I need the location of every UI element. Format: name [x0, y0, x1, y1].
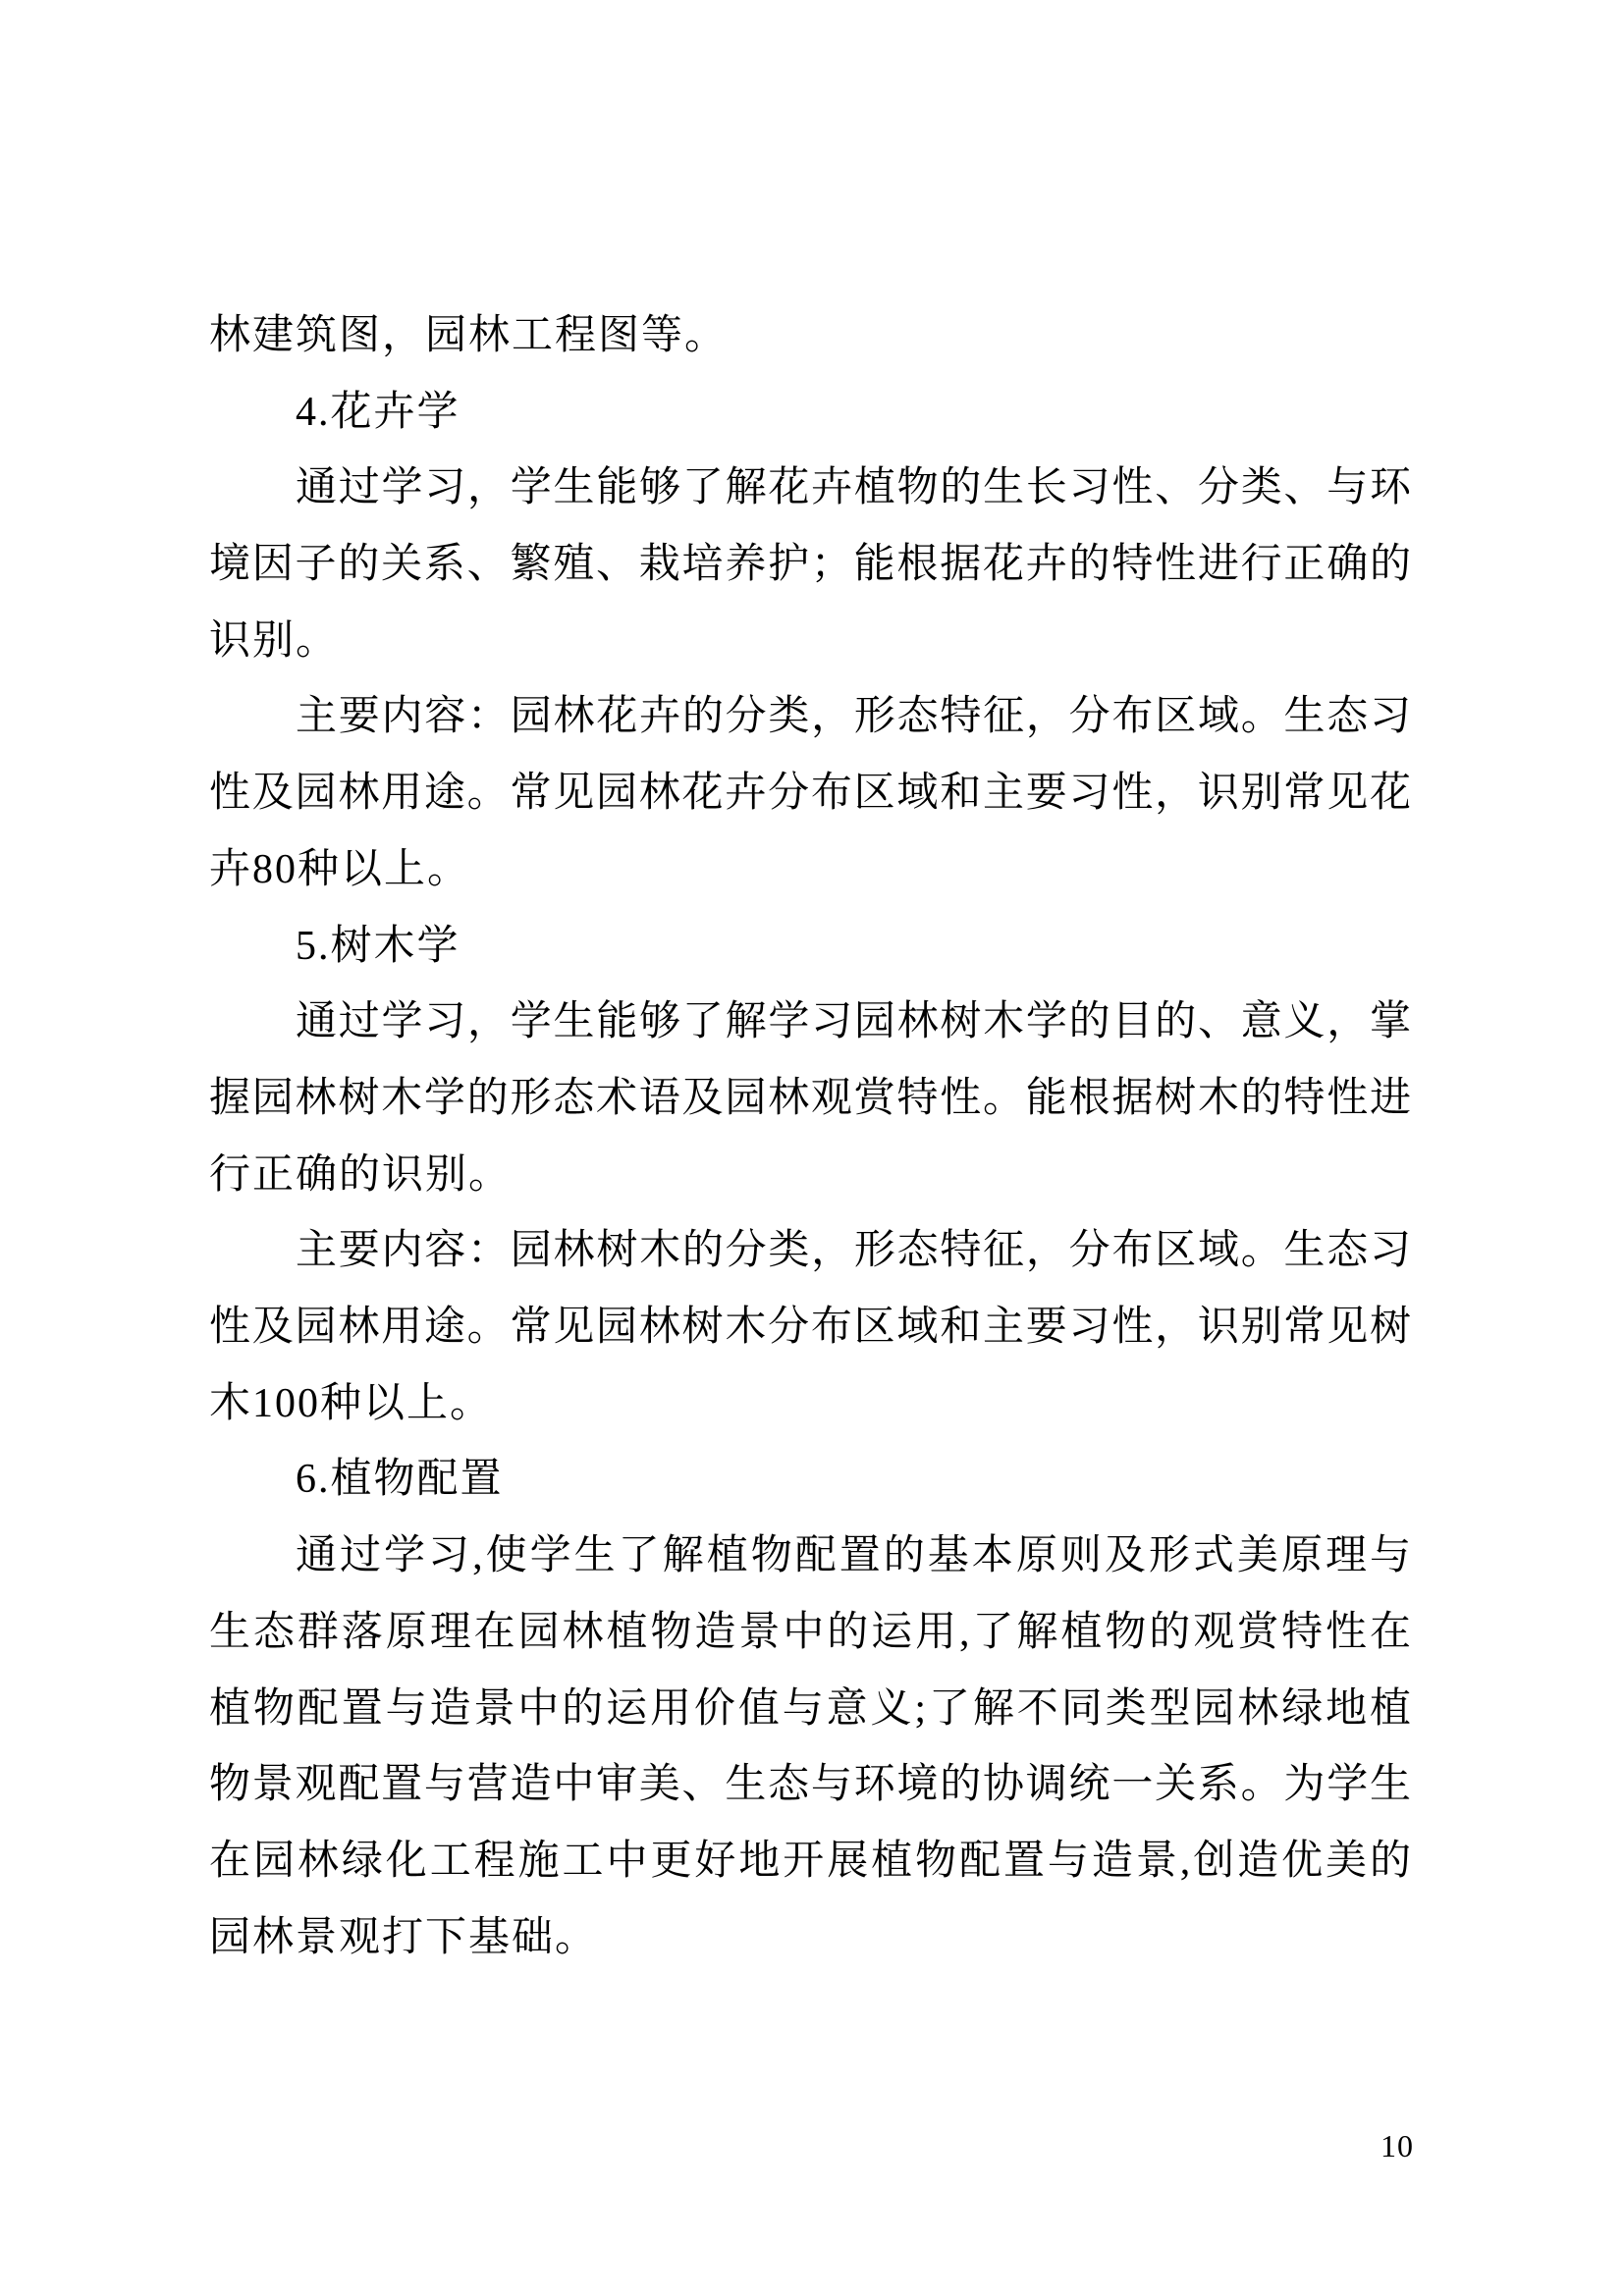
- text-line: 握园林树木学的形态术语及园林观赏特性。能根据树木的特性进: [209, 1076, 1411, 1121]
- text-line: 识别。: [209, 618, 340, 664]
- page-number: 10: [1380, 2128, 1414, 2163]
- text-line: 通过学习，学生能够了解花卉植物的生长习性、分类、与环: [296, 465, 1411, 510]
- text-line: 通过学习，学生能够了解学习园林树木学的目的、意义，掌: [296, 999, 1411, 1044]
- text-line: 性及园林用途。常见园林树木分布区域和主要习性，识别常见树: [209, 1305, 1411, 1350]
- text-line: 在园林绿化工程施工中更好地开展植物配置与造景,创造优美的: [209, 1839, 1411, 1884]
- text-line: 木100种以上。: [209, 1381, 494, 1426]
- text-line: 境因子的关系、繁殖、栽培养护；能根据花卉的特性进行正确的: [209, 542, 1411, 587]
- text-line: 主要内容：园林花卉的分类，形态特征，分布区域。生态习: [296, 694, 1411, 739]
- text-line: 通过学习,使学生了解植物配置的基本原则及形式美原理与: [296, 1533, 1411, 1578]
- text-line: 主要内容：园林树木的分类，形态特征，分布区域。生态习: [296, 1228, 1411, 1273]
- section-heading-6: 6.植物配置: [296, 1457, 504, 1502]
- text-line: 园林景观打下基础。: [209, 1915, 599, 1960]
- section-heading-5: 5.树木学: [296, 924, 460, 969]
- text-line: 卉80种以上。: [209, 847, 471, 892]
- text-line: 林建筑图，园林工程图等。: [209, 313, 729, 358]
- text-line: 物景观配置与营造中审美、生态与环境的协调统一关系。为学生: [209, 1762, 1411, 1807]
- section-heading-4: 4.花卉学: [296, 390, 460, 435]
- text-line: 植物配置与造景中的运用价值与意义;了解不同类型园林绿地植: [209, 1686, 1411, 1732]
- text-line: 生态群落原理在园林植物造景中的运用,了解植物的观赏特性在: [209, 1610, 1411, 1655]
- text-line: 行正确的识别。: [209, 1152, 513, 1198]
- text-line: 性及园林用途。常见园林花卉分布区域和主要习性，识别常见花: [209, 771, 1411, 816]
